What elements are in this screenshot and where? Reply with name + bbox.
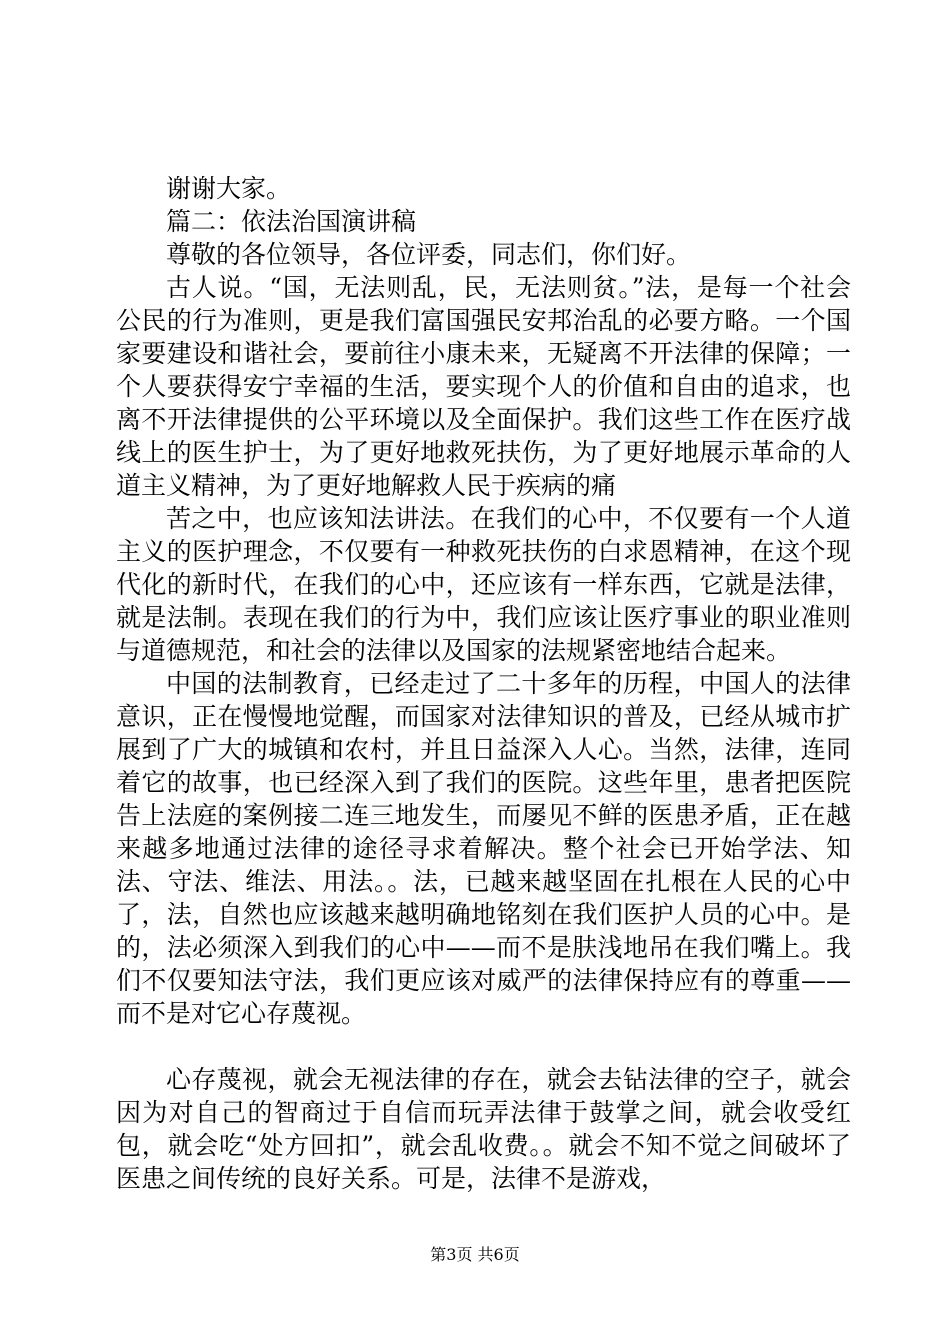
paragraph-ancient-saying: 古人说。“国，无法则乱，民，无法则贫。”法，是每一个社会公民的行为准则，更是我们富国强民安邦治乱的必要方略。一个国家要建设和谐社会，要前往小康未来，无疑离不开法律的保障；一个人要获得安宁幸福的生活，要实现个人的价值和自由的追求，也离不开法律提供的公平环境以及全面保护。我们这些工作在医疗战线上的医生护士，为了更好地救死扶伤，为了更好地展示革命的人道主义精神，为了更好地解救人民于疾病的痛	[116, 273, 851, 500]
section-heading: 篇二：依法治国演讲稿	[166, 207, 417, 236]
paragraph-greeting: 尊敬的各位领导，各位评委，同志们，你们好。	[166, 240, 692, 269]
paragraph-know-law: 苦之中，也应该知法讲法。在我们的心中，不仅要有一个人道主义的医护理念，不仅要有一种救死扶伤的白求恩精神，在这个现代化的新时代，在我们的心中，还应该有一样东西，它就是法律，就是法制。表现在我们的行为中，我们应该让医疗事业的职业准则与道德规范，和社会的法律以及国家的法规紧密地结合起来。	[116, 504, 851, 665]
paragraph-legal-education: 中国的法制教育，已经走过了二十多年的历程，中国人的法律意识，正在慢慢地觉醒，而国家对法律知识的普及，已经从城市扩展到了广大的城镇和农村，并且日益深入人心。当然，法律，连同着它的故事，也已经深入到了我们的医院。这些年里，患者把医院告上法庭的案例接二连三地发生，而屡见不鲜的医患矛盾，正在越来越多地通过法律的途径寻求着解决。整个社会已开始学法、知法、守法、维法、用法。。法，已越来越坚固在扎根在人民的心中了，法，自然也应该越来越明确地铭刻在我们医护人员的心中。是的，法必须深入到我们的心中——而不是肤浅地吊在我们嘴上。我们不仅要知法守法，我们更应该对威严的法律保持应有的尊重——而不是对它心存蔑视。	[116, 669, 851, 1028]
document-body	[116, 172, 851, 1195]
paragraph-contempt: 心存蔑视，就会无视法律的存在，就会去钻法律的空子，就会因为对自己的智商过于自信而玩弄法律于鼓掌之间，就会收受红包，就会吃“处方回扣”，就会乱收费。。就会不知不觉之间破坏了医患之间传统的良好关系。可是，法律不是游戏，	[116, 1065, 851, 1193]
paragraph-thanks: 谢谢大家。	[166, 174, 292, 203]
page-footer: 第3页 共6页	[430, 1245, 520, 1264]
